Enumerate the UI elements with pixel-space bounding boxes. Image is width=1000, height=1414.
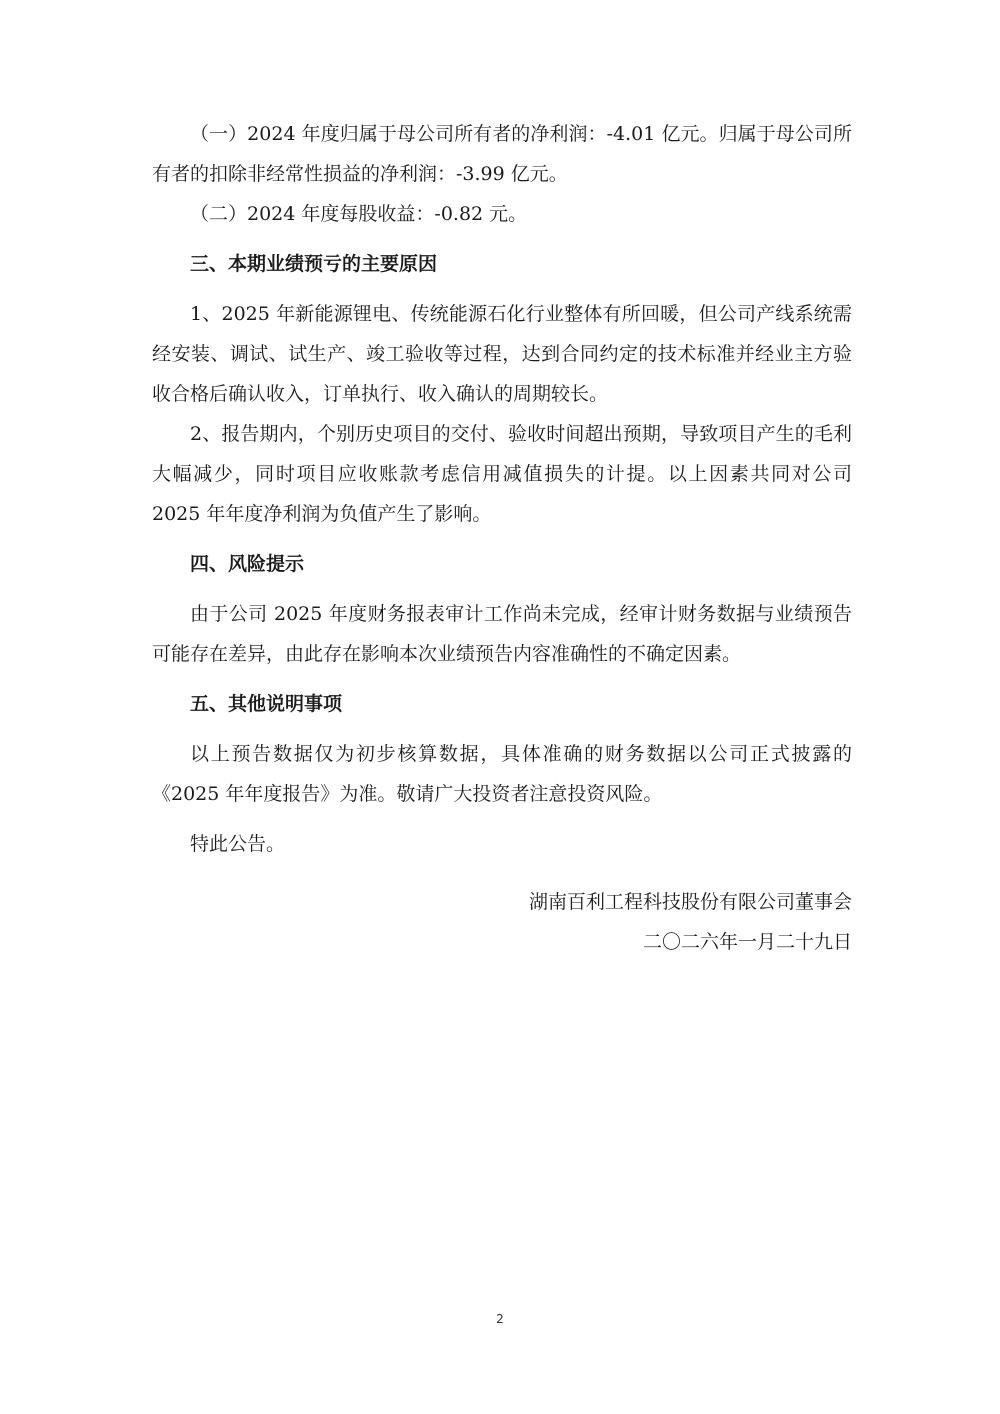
section-heading-risk-notice: 四、风险提示 [190,553,305,575]
paragraph-risk-notice: 由于公司 2025 年度财务报表审计工作尚未完成，经审计财务数据与业绩预告可能存在差异，由此存在影响本次业绩预告内容准确性的不确定因素。 [152,603,852,665]
signature-block [152,864,852,962]
page-number: 2 [496,1312,504,1326]
section-heading-other-matters: 五、其他说明事项 [190,693,343,715]
paragraph-eps-2024: （二）2024 年度每股收益：-0.82 元。 [190,203,528,225]
paragraph-reason-2: 2、报告期内，个别历史项目的交付、验收时间超出预期，导致项目产生的毛利大幅减少，同时项目应收账款考虑信用减值损失的计提。以上因素共同对公司 2025 年年度净利润为负值产生了影响。 [152,423,852,525]
paragraph-reason-1: 1、2025 年新能源锂电、传统能源石化行业整体有所回暖，但公司产线系统需经安装、调试、试生产、竣工验收等过程，达到合同约定的技术标准并经业主方验收合格后确认收入，订单执行、收入确认的周期较长。 [152,303,852,405]
closing-statement: 特此公告。 [190,833,286,855]
paragraph-net-profit-2024: （一）2024 年度归属于母公司所有者的净利润：-4.01 亿元。归属于母公司所有者的扣除非经常性损益的净利润：-3.99 亿元。 [152,123,852,185]
document-body [152,114,852,962]
paragraph-other-matters: 以上预告数据仅为初步核算数据，具体准确的财务数据以公司正式披露的《2025 年年度报告》为准。敬请广大投资者注意投资风险。 [152,743,852,805]
section-heading-main-reasons: 三、本期业绩预亏的主要原因 [190,253,438,275]
signature-company: 湖南百利工程科技股份有限公司董事会 [528,891,852,913]
signature-date: 二〇二六年一月二十九日 [642,931,852,953]
